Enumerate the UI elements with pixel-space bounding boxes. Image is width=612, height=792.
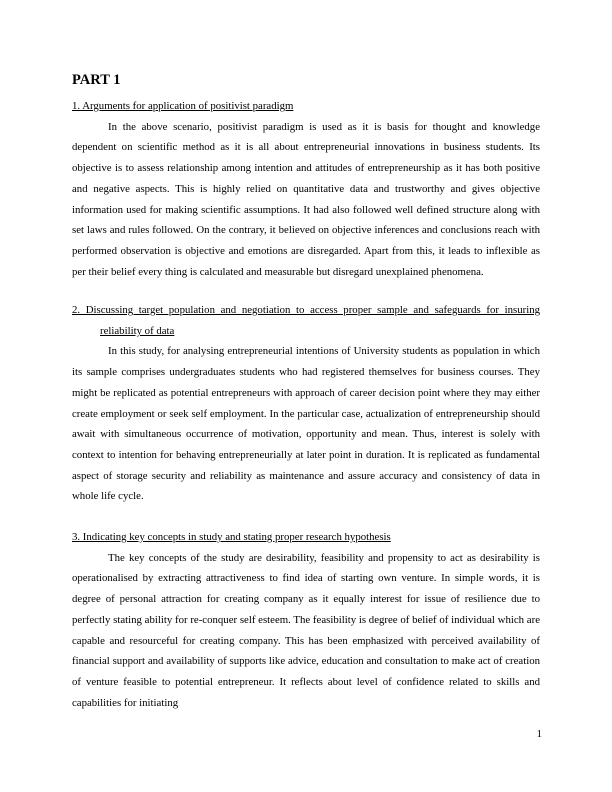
section-paragraph: The key concepts of the study are desirability, feasibility and propensity to act as desirability is operationalised by extracting attractiveness to find idea of starting own venture. In simple words, it is degree of personal attraction for creating company as it equally interest for issue of resilience due to perfectly stating ability for re-conquer self esteem. The feasibility is degree of belief of individual which are capable and resourceful for creating company. This has been emphasized with perceived availability of financial support and availability of supports like advice, education and consultation to make act of creation of venture feasible to potential entrepreneur. It reflects about level of confidence related to skills and capabilities for initiating <box>72 551 540 709</box>
page-number: 1 <box>536 728 542 740</box>
section-1 <box>72 96 540 282</box>
section-heading: 2. Discussing target population and negotiation to access proper sample and safeguards for insuring reliability of data <box>72 304 540 337</box>
section-2 <box>72 300 540 507</box>
section-heading: 3. Indicating key concepts in study and stating proper research hypothesis <box>72 531 391 543</box>
section-paragraph: In this study, for analysing entrepreneurial intentions of University students as population in which its sample comprises undergraduates students who had registered themselves for business courses. They might be replicated as potential entrepreneurs with approach of career decision point where they may either create employment or seek self employment. In the particular case, actualization of entrepreneurship should await with simultaneous occurrence of motivation, opportunity and mean. Thus, interest is solely with context to intention for behaving entrepreneurially at later point in duration. It is replicated as fundamental aspect of storage security and reliability as maintenance and assure accuracy and consistency of data in whole life cycle. <box>72 345 540 503</box>
section-paragraph: In the above scenario, positivist paradigm is used as it is basis for thought and knowledge dependent on scientific method as it is all about entrepreneurial innovations in business students. Its objective is to assess relationship among intention and attitudes of entrepreneurship as it has both positive and negative aspects. This is highly relied on quantitative data and trustworthy and gives objective information used for making scientific assumptions. It had also followed well defined structure along with set laws and rules followed. On the contrary, it believed on objective inferences and conclusions reach with performed observation is objective and emotions are disregarded. Apart from this, it leads to inflexible as per their belief every thing is calculated and measurable but disregard unexplained phenomena. <box>72 120 540 278</box>
section-3 <box>72 527 540 713</box>
section-heading: 1. Arguments for application of positivist paradigm <box>72 100 294 112</box>
part-title: PART 1 <box>72 72 121 88</box>
